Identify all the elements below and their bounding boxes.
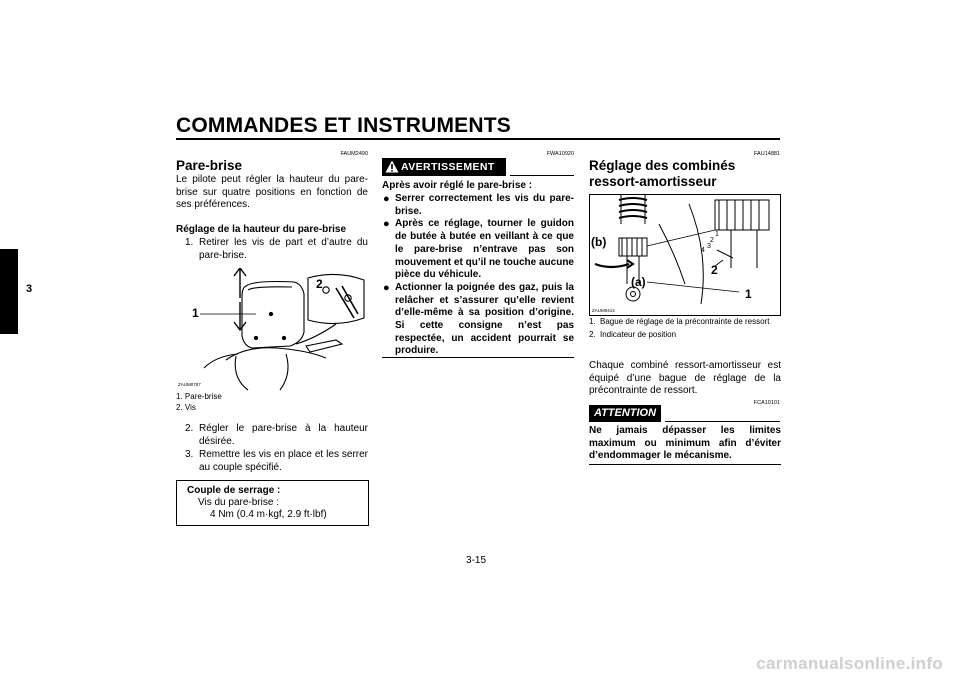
- screw-marker: [254, 336, 257, 339]
- warning-bullet-text: Actionner la poignée des gaz, puis la relâcher et s’assurer qu’elle revient d’elle-même à sa position d’origine. Si cette consigne n’est pas respectée, un accident pourrait se produire.: [395, 281, 574, 357]
- windshield-top-edge: [248, 287, 292, 290]
- warning-bullet-list: [383, 193, 574, 358]
- section-code-2: FAU14881: [754, 151, 780, 157]
- section-tab-marker: [0, 249, 18, 334]
- shocks-body-text: Chaque combiné ressort-amortisseur est équipé d’une bague de réglage de la précontrainte de ressort.: [589, 360, 781, 397]
- warning-triangle-icon: [385, 160, 399, 173]
- step-3: [185, 449, 368, 474]
- figure-label-2: 2: [711, 263, 718, 277]
- warning-bullet: [383, 282, 574, 358]
- header-rule: [176, 138, 780, 140]
- section-tab-number: 3: [26, 283, 33, 295]
- warning-bullet-text: Après ce réglage, tourner le guidon de butée à butée en veillant à ce que le pare-brise n’entrave pas son mouvement et qu’il ne touche aucune pièce du véhicule.: [395, 218, 574, 281]
- figure-2-captions: [589, 317, 781, 340]
- caption-text: Vis: [184, 402, 196, 412]
- caption-item: [589, 330, 781, 341]
- watermark: carmanualsonline.info: [756, 654, 943, 673]
- screw-marker: [282, 336, 285, 339]
- figure-code: ZAUM0787: [178, 382, 201, 387]
- page-number: 3-15: [466, 555, 487, 566]
- figure-label-b: (b): [591, 235, 607, 249]
- warning-bullet: [383, 193, 574, 218]
- screwdriver: [336, 286, 358, 318]
- caption-text: Indicateur de position: [600, 329, 677, 339]
- warning-label: AVERTISSEMENT: [401, 161, 495, 173]
- attention-rule-top: [665, 421, 780, 422]
- caption-number: 2.: [589, 329, 596, 339]
- figure-label-2: 2: [316, 277, 323, 291]
- torque-spec-box: [176, 480, 369, 526]
- scale-mark-4: 4: [701, 247, 705, 254]
- bullet-dot-icon: ●: [383, 281, 390, 294]
- step-1-number: 1.: [185, 237, 194, 248]
- up-arrow: [234, 268, 246, 298]
- warning-code: FWA10920: [546, 151, 574, 157]
- screw-detail: [323, 287, 329, 293]
- screw-marker: [269, 312, 272, 315]
- caption-number: 2.: [176, 402, 183, 412]
- windshield-subtitle: Réglage de la hauteur du pare-brise: [176, 224, 347, 235]
- attention-banner: ATTENTION: [589, 405, 661, 422]
- figure-code: ZAUM0414: [592, 308, 615, 313]
- warning-bullet: [383, 218, 574, 282]
- warning-lead: Après avoir réglé le pare-brise :: [382, 180, 533, 191]
- front-fork-lines: [235, 354, 288, 390]
- handlebar-line: [226, 348, 326, 360]
- step-2-text: Régler le pare-brise à la hauteur désirée.: [199, 423, 368, 447]
- caption-text: Pare-brise: [184, 392, 222, 401]
- scale-mark-2: 2: [710, 237, 714, 244]
- caption-item: [176, 392, 368, 403]
- scale-mark-1: 1: [715, 231, 719, 238]
- section-title-windshield: Pare-brise: [176, 158, 243, 173]
- warning-rule-bottom: [382, 357, 574, 358]
- step-2: [185, 423, 368, 448]
- section-code: FAUM2490: [340, 151, 368, 157]
- figure-label-1: 1: [745, 287, 752, 301]
- torque-item: Vis du pare-brise :: [198, 497, 279, 508]
- bullet-dot-icon: ●: [383, 218, 390, 231]
- step-3-text: Remettre les vis en place et les serrer au couple spécifié.: [199, 449, 368, 473]
- warning-bullet-text: Serrer correctement les vis du pare-brise.: [395, 193, 574, 217]
- torque-value: 4 Nm (0.4 m·kgf, 2.9 ft·lbf): [210, 509, 327, 520]
- caption-item: [176, 403, 368, 414]
- step-1-text: Retirer les vis de part et d’autre du pare-brise.: [199, 237, 368, 261]
- figure-label-a: (a): [631, 275, 646, 289]
- step-2-number: 2.: [185, 423, 194, 434]
- attention-code: FCA10101: [753, 400, 780, 406]
- figure-1-captions: [176, 392, 368, 413]
- caption-item: [589, 317, 781, 328]
- windshield-figure: [176, 268, 368, 391]
- down-arrow: [234, 302, 246, 330]
- attention-rule-bottom: [589, 464, 781, 465]
- step-3-number: 3.: [185, 449, 194, 460]
- caption-number: 1.: [589, 317, 596, 326]
- torque-title: Couple de serrage :: [187, 485, 281, 496]
- warning-rule-top: [510, 175, 574, 176]
- caption-text: Bague de réglage de la précontrainte de ressort: [600, 317, 770, 326]
- handle-grip: [306, 340, 342, 352]
- page-header-title: COMMANDES ET INSTRUMENTS: [176, 114, 511, 137]
- figure-label-1: 1: [192, 306, 199, 320]
- step-1: [185, 237, 368, 262]
- bullet-dot-icon: ●: [383, 193, 390, 205]
- section-title-shocks: Réglage des combinés ressort-amortisseur: [589, 158, 736, 189]
- attention-text: Ne jamais dépasser les limites maximum ou minimum afin d’éviter d’endommager le mécanisme.: [589, 425, 781, 462]
- warning-banner: [382, 158, 506, 176]
- caption-number: 1.: [176, 392, 183, 401]
- scale-mark-3: 3: [707, 243, 711, 250]
- windshield-intro: Le pilote peut régler la hauteur du pare-brise sur quatre positions en fonction de ses préférences.: [176, 174, 368, 211]
- shock-absorber-figure: [589, 194, 781, 316]
